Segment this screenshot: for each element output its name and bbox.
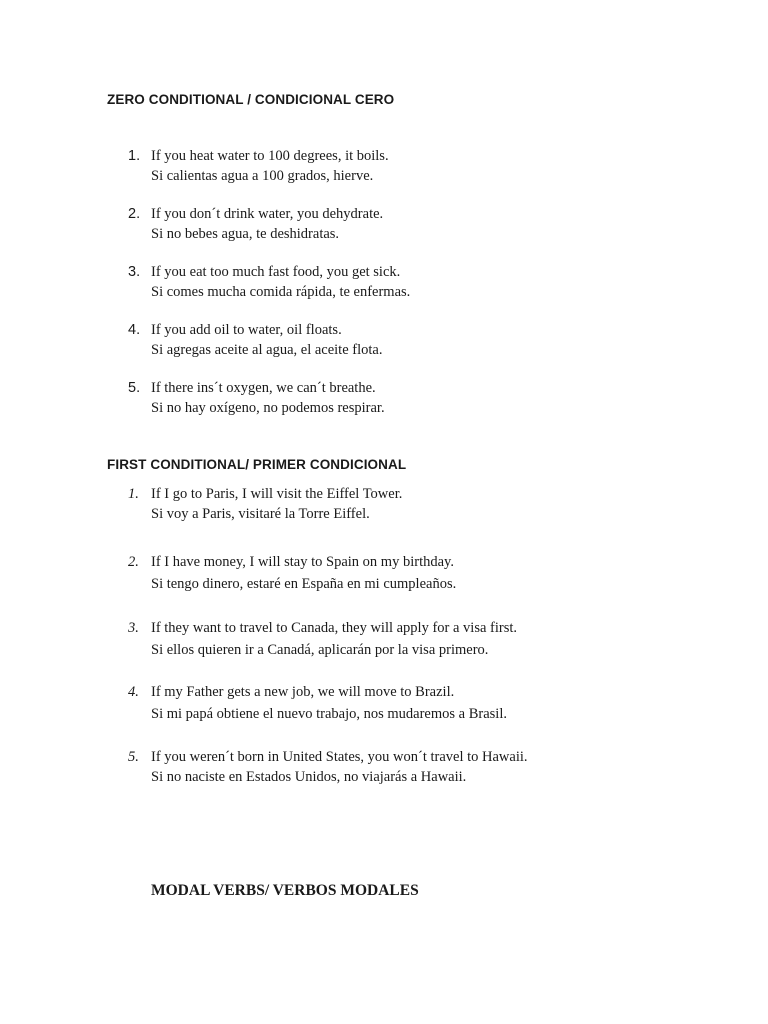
spanish-sentence: Si comes mucha comida rápida, te enfermas. — [151, 284, 411, 300]
english-sentence: If you add oil to water, oil floats. — [151, 322, 342, 338]
english-sentence: If you don´t drink water, you dehydrate. — [151, 206, 384, 222]
english-sentence: If you heat water to 100 degrees, it boils. — [151, 148, 389, 164]
english-sentence: If I have money, I will stay to Spain on my birthday. — [151, 554, 454, 570]
english-sentence: If you eat too much fast food, you get sick. — [151, 264, 401, 280]
item-number: 3. — [128, 620, 139, 636]
spanish-sentence: Si voy a Paris, visitaré la Torre Eiffel. — [151, 506, 370, 522]
item-number: 4. — [128, 322, 141, 338]
spanish-sentence: Si agregas aceite al agua, el aceite flota. — [151, 342, 383, 358]
item-number: 1. — [128, 148, 141, 164]
spanish-sentence: Si no bebes agua, te deshidratas. — [151, 226, 340, 242]
spanish-sentence: Si calientas agua a 100 grados, hierve. — [151, 168, 374, 184]
spanish-sentence: Si no hay oxígeno, no podemos respirar. — [151, 400, 385, 416]
item-number: 1. — [128, 486, 139, 502]
item-number: 5. — [128, 749, 139, 765]
item-number: 4. — [128, 684, 139, 700]
zero-conditional-heading: ZERO CONDITIONAL / CONDICIONAL CERO — [107, 92, 395, 107]
english-sentence: If they want to travel to Canada, they will apply for a visa first. — [151, 620, 518, 636]
spanish-sentence: Si ellos quieren ir a Canadá, aplicarán por la visa primero. — [151, 642, 489, 658]
item-number: 2. — [128, 554, 139, 570]
item-number: 5. — [128, 380, 141, 396]
english-sentence: If you weren´t born in United States, you won´t travel to Hawaii. — [151, 749, 528, 765]
item-number: 3. — [128, 264, 141, 280]
first-conditional-heading: FIRST CONDITIONAL/ PRIMER CONDICIONAL — [107, 457, 407, 472]
english-sentence: If my Father gets a new job, we will move to Brazil. — [151, 684, 455, 700]
spanish-sentence: Si mi papá obtiene el nuevo trabajo, nos mudaremos a Brasil. — [151, 706, 507, 722]
spanish-sentence: Si no naciste en Estados Unidos, no viajarás a Hawaii. — [151, 769, 467, 785]
item-number: 2. — [128, 206, 141, 222]
english-sentence: If there ins´t oxygen, we can´t breathe. — [151, 380, 376, 396]
spanish-sentence: Si tengo dinero, estaré en España en mi cumpleaños. — [151, 576, 457, 592]
english-sentence: If I go to Paris, I will visit the Eiffel Tower. — [151, 486, 403, 502]
modal-verbs-heading: MODAL VERBS/ VERBOS MODALES — [151, 882, 419, 899]
